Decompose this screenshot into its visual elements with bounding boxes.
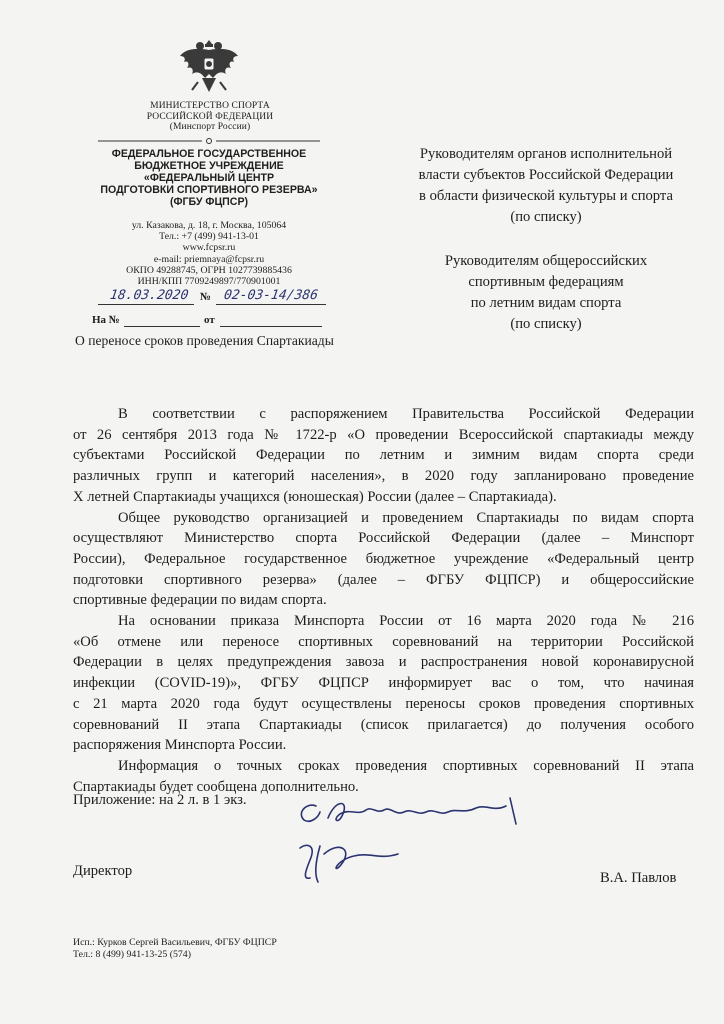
org-line: (ФГБУ ФЦПСР) (169, 196, 249, 208)
organization-contacts (88, 220, 330, 287)
body-line: России), Федеральное государственное бюджетное учреждение «Федеральный центр (73, 550, 694, 567)
addressee-line: Руководителям общероссийских (444, 253, 648, 269)
addressee-line: власти субъектов Российской Федерации (418, 167, 674, 183)
body-line: различных групп и категорий населения», в 2020 году запланировано проведение (73, 468, 694, 485)
body-line: В соответствии с распоряжением Правительства Российской Федерации (118, 406, 694, 422)
number-underline (216, 304, 326, 305)
addressee-block (392, 251, 700, 335)
org-line: ПОДГОТОВКИ СПОРТИВНОГО РЕЗЕРВА» (100, 184, 318, 196)
addressee-block (392, 144, 700, 228)
body-line: Федерации в целях предупреждения завоза и распространения новой коронавирусной (73, 654, 694, 671)
org-line: БЮДЖЕТНОЕ УЧРЕЖДЕНИЕ (134, 160, 284, 172)
phone: Тел.: +7 (499) 941-13-01 (159, 231, 259, 243)
reference-number-underline (124, 326, 200, 327)
org-line: ФЕДЕРАЛЬНОЕ ГОСУДАРСТВЕННОЕ (111, 148, 307, 160)
registration-date: 18.03.2020 (108, 288, 190, 303)
number-label: № (200, 291, 212, 303)
addressee-line: (по списку) (510, 209, 582, 225)
signatory-name: В.А. Павлов (600, 870, 677, 886)
body-line: распоряжения Минспорта России. (73, 737, 287, 754)
okpo-ogrn: ОКПО 49288745, ОГРН 1027739885436 (126, 264, 292, 276)
ministry-line: (Минспорт России) (169, 122, 251, 132)
letter-subject: О переносе сроков проведения Спартакиады (75, 333, 334, 348)
body-paragraph (73, 508, 694, 612)
reference-date-underline (220, 326, 322, 327)
reference-number-label: На № (92, 314, 120, 326)
addressee-line: по летним видам спорта (470, 295, 622, 311)
signatory-position: Директор (73, 863, 133, 879)
ministry-line: МИНИСТЕРСТВО СПОРТА (150, 101, 270, 111)
address: ул. Казакова, д. 18, г. Москва, 105064 (131, 220, 287, 231)
email-link[interactable]: e-mail: priemnaya@fcpsr.ru (153, 253, 265, 265)
body-paragraph (73, 404, 694, 508)
letter-body (73, 404, 694, 797)
body-line: с 21 марта 2020 года будут осуществлены переносы сроков проведения спортивных (73, 695, 694, 712)
inn-kpp: ИНН/КПП 7709249897/770901001 (137, 276, 281, 288)
ministry-name (92, 101, 328, 133)
executor-name: Исп.: Курков Сергей Васильевич, ФГБУ ФЦПСР (73, 937, 277, 948)
registration-number: 02-03-14/386 (222, 288, 319, 303)
ministry-line: РОССИЙСКОЙ ФЕДЕРАЦИИ (146, 111, 274, 122)
body-line: Информация о точных сроках проведения спортивных соревнований II этапа (118, 757, 694, 774)
reference-date-label: от (204, 314, 215, 326)
addressee-line: в области физической культуры и спорта (419, 188, 673, 204)
registration-line (88, 290, 328, 308)
executor-phone: Тел.: 8 (499) 941-13-25 (574) (73, 949, 191, 960)
body-line: На основании приказа Минспорта России от 16 марта 2020 года № 216 (118, 613, 694, 630)
org-line: «ФЕДЕРАЛЬНЫЙ ЦЕНТР (143, 172, 275, 184)
addressee-line: (по списку) (510, 316, 582, 332)
addressee-line: спортивным федерациям (468, 274, 624, 290)
body-line: спортивные федерации по видам спорта. (73, 592, 327, 609)
attachment-note: Приложение: на 2 л. в 1 экз. (73, 792, 247, 808)
date-underline (98, 304, 194, 305)
reference-line (92, 314, 328, 330)
organization-name (74, 148, 344, 208)
handwritten-signature (280, 790, 530, 890)
website-link[interactable]: www.fcpsr.ru (182, 242, 236, 254)
body-line: от 26 сентября 2013 года № 1722-р «О проведении Всероссийской спартакиады между (73, 426, 694, 443)
body-line: Спартакиады будет сообщена дополнительно. (73, 778, 359, 795)
body-line: соревнований II этапа Спартакиады (список прилагается) до получения особого (73, 716, 694, 733)
body-paragraph (73, 611, 694, 756)
addressee-line: Руководителям органов исполнительной (419, 146, 673, 162)
letterhead-divider (98, 137, 320, 145)
body-line: субъектами Российской Федерации по летним и зимним видам спорта среди (73, 447, 694, 464)
body-line: осуществляют Министерство спорта Российской Федерации (далее – Минспорт (73, 530, 694, 547)
body-line: «Об отмене или переносе спортивных соревнований на территории Российской (73, 633, 694, 650)
body-line: Общее руководство организацией и проведением Спартакиады по видам спорта (118, 509, 694, 526)
body-line: инфекции (COVID-19)», ФГБУ ФЦПСР информирует вас о том, что начиная (73, 675, 694, 692)
body-line: подготовки спортивного резерва» (далее – ФГБУ ФЦПСР) и общероссийские (73, 571, 694, 588)
coat-of-arms-icon (178, 34, 240, 98)
body-line: X летней Спартакиады учащихся (юношеская) России (далее – Спартакиада). (73, 488, 557, 505)
executor-info (73, 937, 277, 961)
